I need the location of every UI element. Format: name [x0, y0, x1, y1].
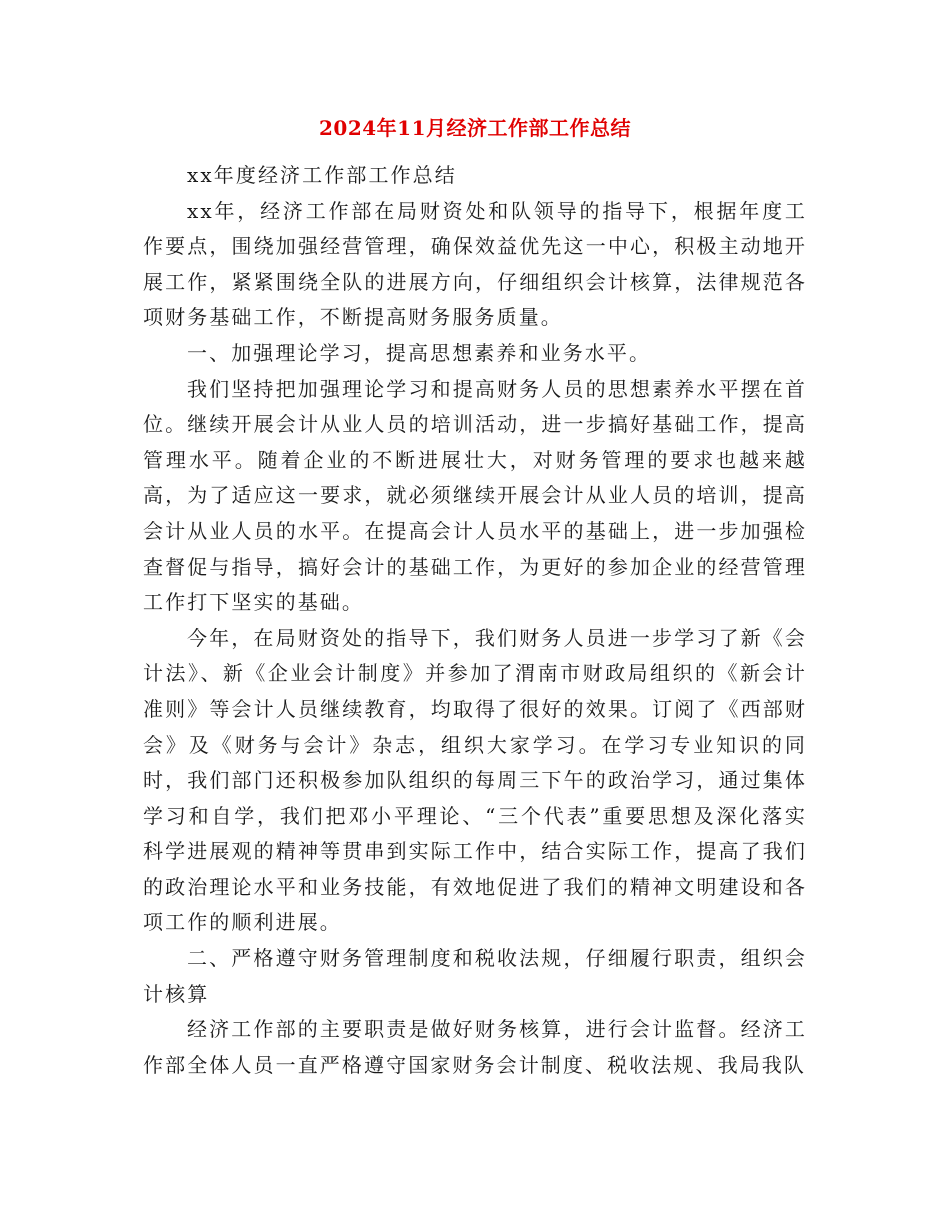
paragraph-theory-study: 我们坚持把加强理论学习和提高财务人员的思想素养水平摆在首位。继续开展会计从业人员的培训活动，进一步搞好基础工作，提高管理水平。随着企业的不断进展壮大，对财务管理的要求也越来越高，为了适应这一要求，就必须继续开展会计从业人员的培训，提高会计从业人员的水平。在提高会计人员水平的基础上，进一步加强检查督促与指导，搞好会计的基础工作，为更好的参加企业的经营管理工作打下坚实的基础。: [143, 376, 807, 615]
document-body: [143, 158, 807, 1083]
paragraph-this-year: 今年，在局财资处的指导下，我们财务人员进一步学习了新《会计法》、新《企业会计制度》并参加了渭南市财政局组织的《新会计准则》等会计人员继续教育，均取得了很好的效果。订阅了《西部财会》及《财务与会计》杂志，组织大家学习。在学习专业知识的同时，我们部门还积极参加队组织的每周三下午的政治学习，通过集体学习和自学，我们把邓小平理论、“三个代表”重要思想及深化落实科学进展观的精神等贯串到实际工作中，结合实际工作，提高了我们的政治理论水平和业务技能，有效地促进了我们的精神文明建设和各项工作的顺利进展。: [143, 625, 807, 935]
document-title: 2024年11月经济工作部工作总结: [319, 116, 631, 140]
section-heading-1: 一、加强理论学习，提高思想素养和业务水平。: [187, 340, 652, 365]
paragraph-subtitle: xx年度经济工作部工作总结: [187, 163, 457, 187]
paragraph-duties: 经济工作部的主要职责是做好财务核算，进行会计监督。经济工作部全体人员一直严格遵守国家财务会计制度、税收法规、我局我队: [143, 1017, 807, 1077]
paragraph-intro: xx年，经济工作部在局财资处和队领导的指导下，根据年度工作要点，围绕加强经营管理，确保效益优先这一中心，积极主动地开展工作，紧紧围绕全队的进展方向，仔细组织会计核算，法律规范各项财务基础工作，不断提高财务服务质量。: [143, 198, 807, 330]
section-heading-2: 二、严格遵守财务管理制度和税收法规，仔细履行职责，组织会计核算: [143, 946, 807, 1006]
